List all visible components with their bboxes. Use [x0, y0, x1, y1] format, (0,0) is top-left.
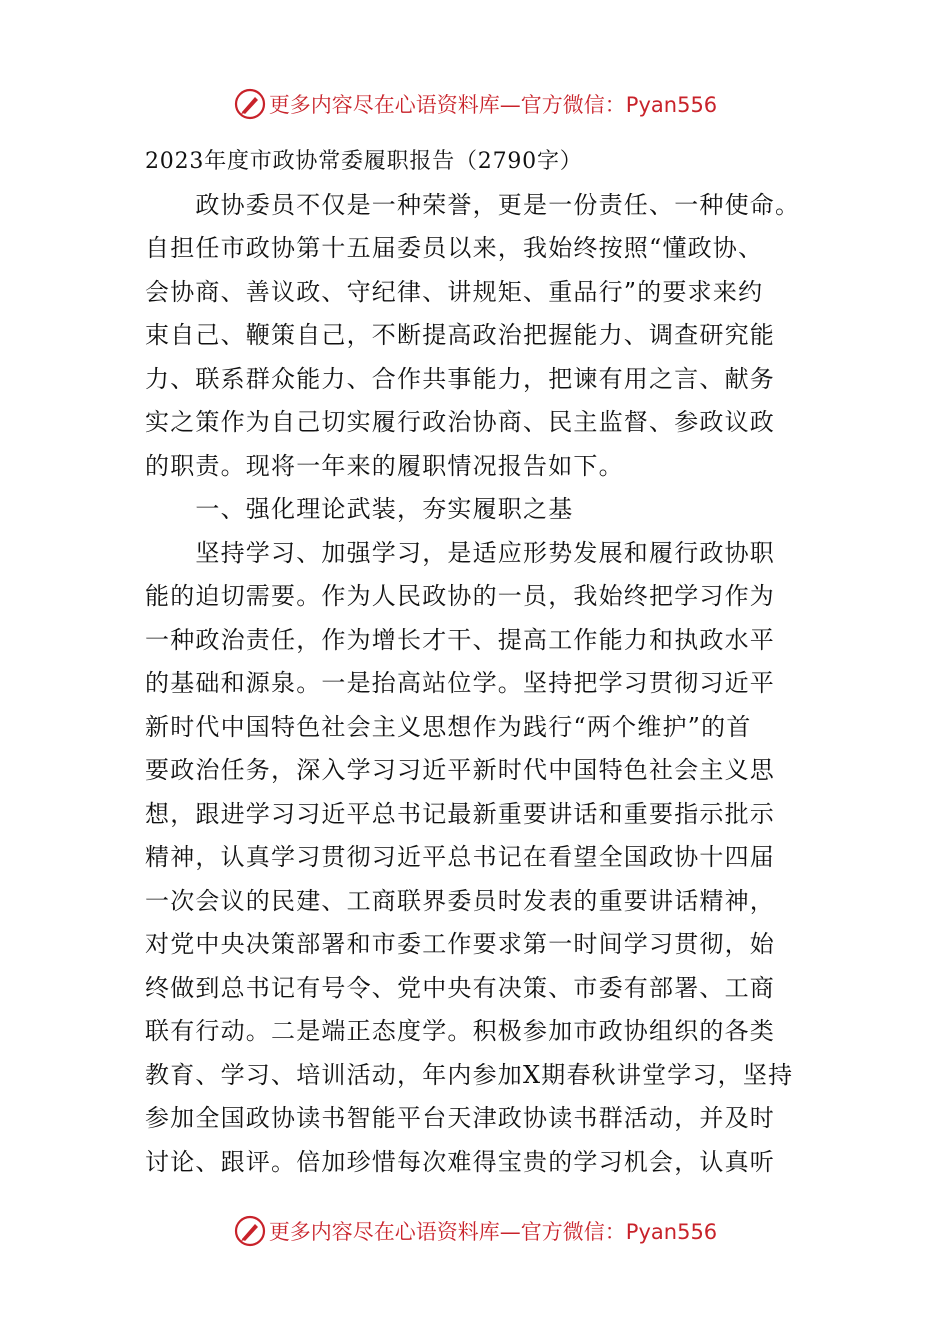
pen-circle-logo-icon — [233, 87, 267, 121]
text-line: 一种政治责任，作为增长才干、提高工作能力和执政水平 — [145, 625, 775, 654]
text-line: 束自己、鞭策自己，不断提高政治把握能力、调查研究能 — [145, 321, 775, 349]
text-line: 的基础和源泉。一是抬高站位学。坚持把学习贯彻习近平 — [145, 669, 775, 697]
text-line: 终做到总书记有号令、党中央有决策、市委有部署、工商 — [145, 973, 775, 1002]
text-line: 想，跟进学习习近平总书记最新重要讲话和重要指示批示 — [145, 799, 775, 828]
text-line: 参加全国政协读书智能平台天津政协读书群活动，并及时 — [145, 1104, 775, 1132]
text-line: 坚持学习、加强学习，是适应形势发展和履行政协职 — [145, 538, 775, 567]
text-line: 教育、学习、培训活动，年内参加X期春秋讲堂学习，坚持 — [145, 1060, 794, 1089]
text-line: 联有行动。二是端正态度学。积极参加市政协组织的各类 — [145, 1017, 775, 1045]
text-line: 实之策作为自己切实履行政治协商、民主监督、参政议政 — [145, 408, 775, 436]
text-line: 精神，认真学习贯彻习近平总书记在看望全国政协十四届 — [145, 843, 775, 871]
text-line: 会协商、善议政、守纪律、讲规矩、重品行”的要求来约 — [145, 277, 764, 306]
footer-watermark-text: 更多内容尽在心语资料库—官方微信：Pyan556 — [268, 1220, 718, 1244]
header-watermark-text: 更多内容尽在心语资料库—官方微信：Pyan556 — [268, 93, 718, 117]
pen-circle-logo-icon — [233, 1214, 267, 1248]
text-line: 政协委员不仅是一种荣誉，更是一份责任、一种使命。 — [145, 190, 801, 219]
header-watermark-banner — [0, 84, 950, 124]
text-line: 能的迫切需要。作为人民政协的一员，我始终把学习作为 — [145, 582, 775, 610]
footer-watermark-banner — [0, 1211, 950, 1251]
document-title: 2023年度市政协常委履职报告（2790字） — [145, 149, 583, 174]
text-line: 一次会议的民建、工商联界委员时发表的重要讲话精神， — [145, 886, 775, 915]
text-line: 要政治任务，深入学习习近平新时代中国特色社会主义思 — [145, 756, 775, 784]
text-line: 的职责。现将一年来的履职情况报告如下。 — [145, 451, 624, 480]
text-line: 力、联系群众能力、合作共事能力，把谏有用之言、献务 — [145, 364, 775, 393]
section-heading: 一、强化理论武装，夯实履职之基 — [145, 495, 574, 523]
text-line: 对党中央决策部署和市委工作要求第一时间学习贯彻，始 — [145, 930, 775, 958]
text-line: 自担任市政协第十五届委员以来，我始终按照“懂政协、 — [145, 234, 764, 262]
document-body — [145, 140, 810, 1184]
text-line: 新时代中国特色社会主义思想作为践行“两个维护”的首 — [145, 712, 752, 741]
text-line: 讨论、跟评。倍加珍惜每次难得宝贵的学习机会，认真听 — [145, 1147, 775, 1176]
